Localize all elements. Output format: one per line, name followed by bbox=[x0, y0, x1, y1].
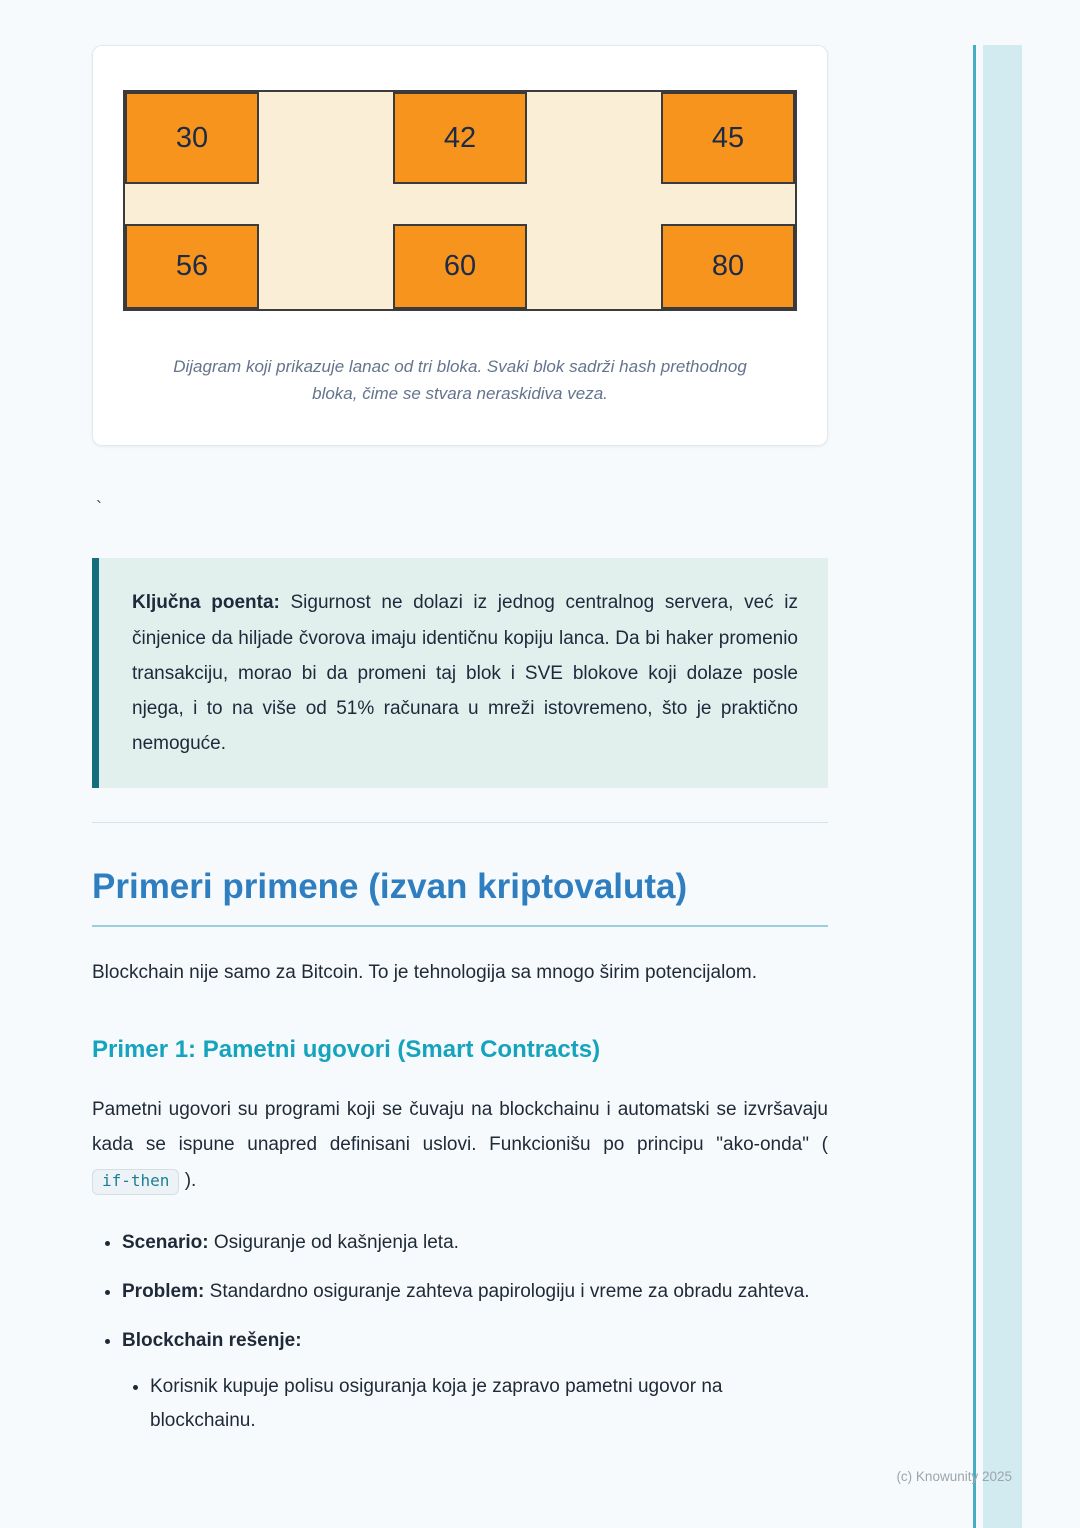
callout-label: Ključna poenta: bbox=[132, 592, 280, 614]
nested-bullet-list bbox=[122, 1370, 828, 1438]
paragraph-text: ). bbox=[184, 1169, 197, 1191]
key-point-callout bbox=[92, 558, 828, 788]
block-cell: 56 bbox=[125, 224, 259, 309]
list-item-label: Problem: bbox=[122, 1280, 205, 1302]
list-item-label: Blockchain rešenje: bbox=[122, 1330, 302, 1352]
stray-backtick-text: ` bbox=[96, 498, 102, 519]
blockchain-diagram-card bbox=[92, 45, 828, 446]
list-item-text: Osiguranje od kašnjenja leta. bbox=[213, 1231, 459, 1253]
block-cell: 60 bbox=[393, 224, 527, 309]
spacer-cell bbox=[393, 184, 527, 224]
section-intro-paragraph: Blockchain nije samo za Bitcoin. To je tehnologija sa mnogo širim potencijalom. bbox=[92, 962, 757, 984]
page-edge-line bbox=[973, 45, 976, 1528]
block-cell: 45 bbox=[661, 92, 795, 184]
section-divider bbox=[92, 822, 828, 823]
diagram-caption: Dijagram koji prikazuje lanac od tri bloka. Svaki blok sadrži hash prethodnog bloka, čime se stvara neraskidiva veza. bbox=[173, 357, 747, 404]
copyright-footer: (c) Knowunity 2025 bbox=[896, 1469, 1012, 1484]
callout-text bbox=[132, 585, 798, 761]
page-edge-band bbox=[983, 45, 1022, 1528]
section-heading: Primeri primene (izvan kriptovaluta) bbox=[92, 867, 828, 927]
list-item-text: Standardno osiguranje zahteva papirologiju i vreme za obradu zahteva. bbox=[209, 1280, 810, 1302]
list-item bbox=[122, 1226, 828, 1260]
spacer-cell bbox=[125, 184, 259, 224]
spacer-cell bbox=[259, 184, 393, 224]
blockchain-diagram bbox=[123, 90, 797, 311]
example-bullet-list bbox=[92, 1226, 828, 1439]
spacer-cell bbox=[259, 92, 393, 184]
list-item bbox=[122, 1275, 828, 1309]
nested-list-item: • Korisnik kupuje polisu osiguranja koja je zapravo pametni ugovor na blockchainu. bbox=[150, 1370, 828, 1438]
block-cell: 80 bbox=[661, 224, 795, 309]
callout-body: Sigurnost ne dolazi iz jednog centralnog servera, već iz činjenice da hiljade čvorova imaju identičnu kopiju lanca. Da bi haker promenio transakciju, morao bi da promeni taj blok i SVE blokove koji dolaze posle njega, i to na više od 51% računara u mreži istovremeno, što je praktično nemoguće. bbox=[132, 592, 799, 754]
spacer-cell bbox=[527, 184, 661, 224]
document-content bbox=[92, 45, 828, 1454]
spacer-cell bbox=[661, 184, 795, 224]
subsection-heading: Primer 1: Pametni ugovori (Smart Contracts) bbox=[92, 1036, 601, 1064]
block-cell: 42 bbox=[393, 92, 527, 184]
spacer-cell bbox=[259, 224, 393, 309]
spacer-cell bbox=[527, 92, 661, 184]
block-cell: 30 bbox=[125, 92, 259, 184]
list-item bbox=[122, 1324, 828, 1439]
smart-contracts-paragraph bbox=[92, 1092, 828, 1197]
inline-code-chip: if-then bbox=[92, 1169, 179, 1196]
spacer-cell bbox=[527, 224, 661, 309]
list-item-label: Scenario: bbox=[122, 1231, 209, 1253]
paragraph-text: Pametni ugovori su programi koji se čuvaju na blockchainu i automatski se izvršavaju kada se ispune unapred definisani uslovi. Funkcionišu po principu "ako-onda" ( bbox=[92, 1099, 828, 1156]
